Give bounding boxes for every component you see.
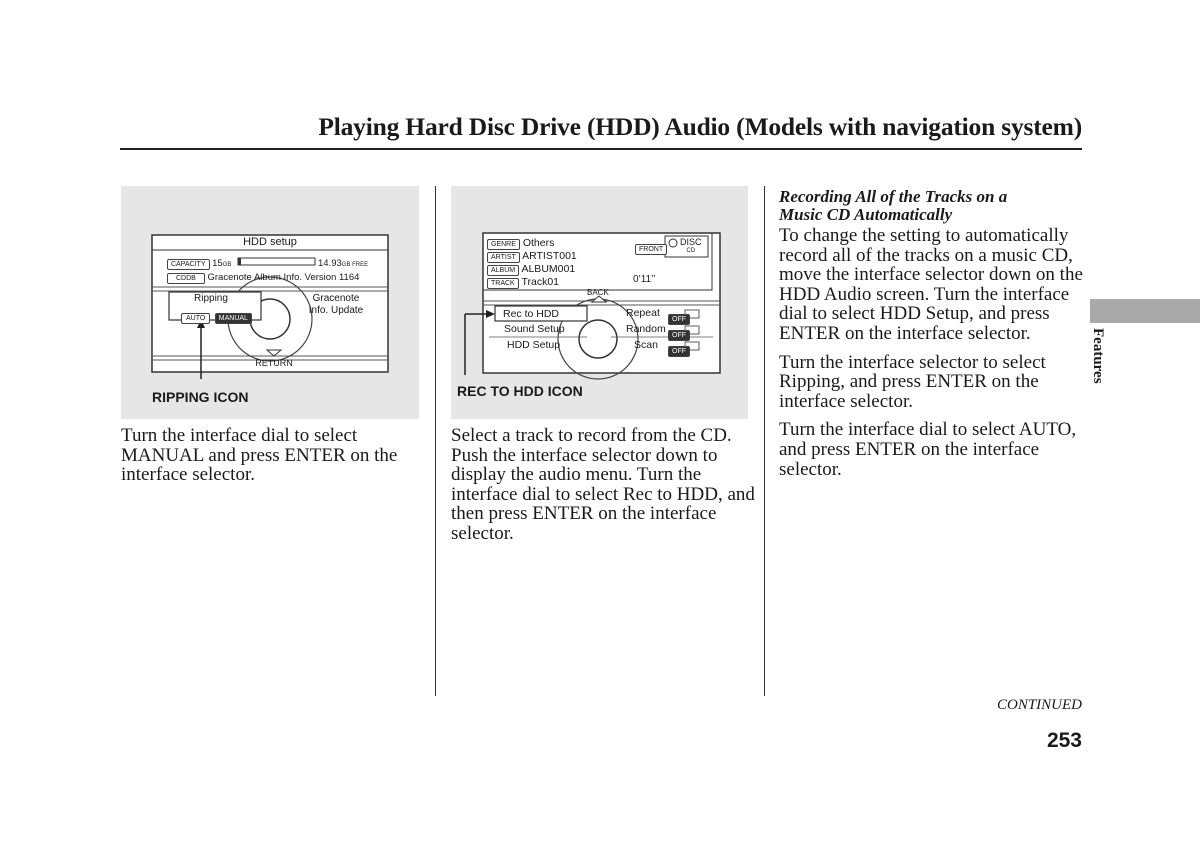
option-scan: Scan [634, 339, 658, 351]
page-number: 253 [1046, 729, 1082, 752]
page-title: Playing Hard Disc Drive (HDD) Audio (Models with navigation system) [318, 112, 1082, 141]
free-value: 14.93 [318, 258, 342, 269]
column-1-text: Turn the interface dial to select MANUAL and press ENTER on the interface selector. [121, 425, 398, 486]
free-space [318, 258, 368, 269]
manual-option: MANUAL [215, 313, 252, 324]
capacity-unit: GB [222, 262, 232, 268]
section-heading: Recording All of the Tracks on a Music CD Automatically [779, 187, 1008, 224]
random-off: OFF [668, 330, 690, 341]
continued-label: CONTINUED [996, 697, 1082, 713]
free-unit: GB FREE [341, 262, 369, 268]
return-label: RETURN [255, 358, 293, 368]
paragraph-1: To change the setting to automatically record all of the tracks on a music CD, move the interface selector down on the HDD Audio screen. Turn the interface dial to select HDD Setup, and press ENTER on the interface selector. [779, 225, 1083, 344]
section-tab-label: Features [1090, 328, 1106, 384]
title-rule [120, 148, 1082, 150]
column-3 [779, 188, 1085, 479]
paragraph-2: Turn the interface selector to select Ripping, and press ENTER on the interface selector. [779, 351, 1046, 412]
genre-row: GENRE Others [487, 237, 577, 250]
ripping-options [181, 307, 252, 325]
disc-source: DISC CD [680, 237, 702, 254]
gracenote-update: Gracenote Info. Update [308, 293, 364, 316]
front-tag: FRONT [635, 238, 667, 256]
track-row: TRACK Track01 [487, 276, 577, 289]
auto-option: AUTO [181, 313, 210, 324]
screen-title: HDD setup [243, 236, 297, 248]
off-tags [668, 309, 690, 357]
menu-rec-to-hdd: Rec to HDD [503, 308, 560, 320]
rec-to-hdd-icon-caption: REC TO HDD ICON [457, 383, 583, 399]
cddb-row [167, 272, 359, 284]
capacity-value: 15 [212, 258, 223, 269]
column-2-text: Select a track to record from the CD. Push the interface selector down to display the audio menu. Turn the interface dial to select Rec to HDD, and then press ENTER on the interface selector. [451, 425, 755, 544]
elapsed-time: 0’11’’ [633, 274, 656, 285]
track-info [487, 237, 577, 289]
ripping-label: Ripping [194, 293, 228, 304]
option-repeat: Repeat [626, 307, 660, 319]
cddb-text: Gracenote Album Info. Version 1164 [207, 272, 360, 283]
figure-audio-menu [451, 186, 748, 419]
menu-sound-setup: Sound Setup [504, 323, 565, 335]
repeat-off: OFF [668, 314, 690, 325]
ripping-icon-caption: RIPPING ICON [152, 389, 249, 405]
capacity-row [167, 258, 231, 270]
back-label: BACK [587, 288, 609, 297]
capacity-tag: CAPACITY [167, 259, 210, 270]
option-random: Random [626, 323, 666, 335]
column-divider [435, 186, 436, 696]
paragraph-3: Turn the interface dial to select AUTO, and press ENTER on the interface selector. [779, 419, 1077, 480]
cddb-tag: CDDB [167, 273, 205, 284]
column-divider [764, 186, 765, 696]
album-row: ALBUM ALBUM001 [487, 263, 577, 276]
hdd-setup-screen [121, 186, 419, 419]
section-tab [1090, 299, 1200, 323]
figure-hdd-setup [121, 186, 419, 419]
scan-off: OFF [668, 346, 690, 357]
menu-hdd-setup: HDD Setup [507, 339, 561, 351]
artist-row: ARTIST ARTIST001 [487, 250, 577, 263]
